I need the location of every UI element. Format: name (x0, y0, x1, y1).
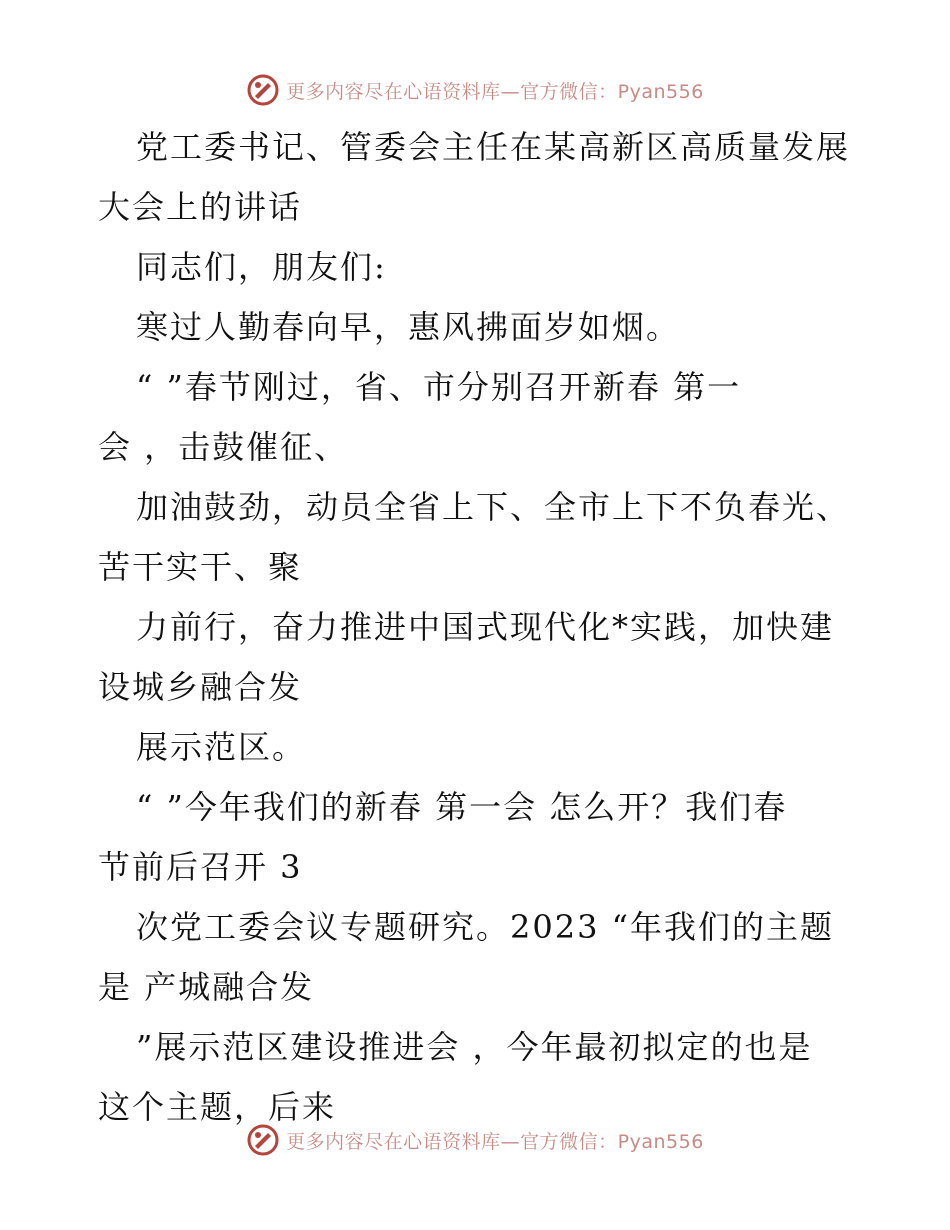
text-line: 力前行，奋力推进中国式现代化*实践，加快建 (136, 608, 835, 646)
text-line: 党工委书记、管委会主任在某高新区高质量发展 (136, 128, 851, 166)
banner-text: 更多内容尽在心语资料库—官方微信：Pyan556 (286, 1130, 704, 1153)
banner-text: 更多内容尽在心语资料库—官方微信：Pyan556 (286, 80, 704, 103)
paragraph (98, 777, 858, 897)
text-line: “ ”春节刚过，省、市分别召开新春 第一 (136, 368, 742, 406)
text-line: ”展示范区建设推进会 ，今年最初拟定的也是 (136, 1028, 813, 1066)
paragraph (98, 297, 858, 357)
text-line: 同志们，朋友们: (136, 248, 387, 286)
text-line: 会 ，击鼓催征、 (98, 428, 349, 466)
paragraph (98, 117, 858, 237)
paragraph (98, 477, 858, 597)
text-line: 苦干实干、聚 (98, 548, 303, 586)
text-line: 这个主题，后来 (98, 1088, 337, 1126)
paragraph (98, 897, 858, 1017)
paragraph (98, 1017, 858, 1137)
paragraph (98, 597, 858, 717)
text-line: 设城乡融合发 (98, 668, 303, 706)
footer-watermark-banner (0, 1120, 950, 1160)
brand-seal-icon (246, 1123, 280, 1157)
paragraph (98, 237, 858, 297)
paragraph (98, 717, 858, 777)
brand-seal-icon (246, 73, 280, 107)
text-line: 次党工委会议专题研究。2023 “年我们的主题 (136, 908, 834, 946)
text-line: 大会上的讲话 (98, 188, 303, 226)
text-line: 展示范区。 (136, 728, 307, 766)
text-line: 寒过人勤春向早，惠风拂面岁如烟。 (136, 308, 681, 346)
document-body (98, 117, 858, 1137)
header-watermark-banner (0, 70, 950, 110)
paragraph (98, 357, 858, 477)
text-line: 加油鼓劲，动员全省上下、全市上下不负春光、 (136, 488, 851, 526)
text-line: “ ”今年我们的新春 第一会 怎么开？我们春 (136, 788, 788, 826)
text-line: 是 产城融合发 (98, 968, 315, 1006)
text-line: 节前后召开 3 (98, 848, 303, 886)
